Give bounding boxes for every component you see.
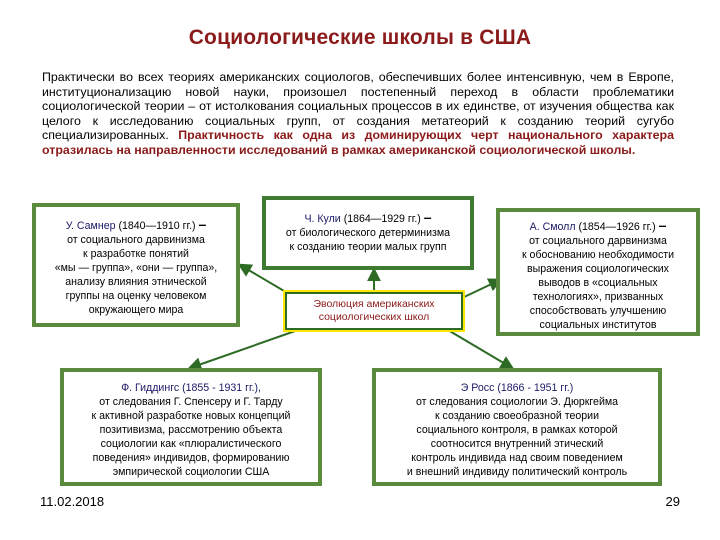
sumner-line: от социального дарвинизма [67, 234, 205, 246]
sumner-line: группы на оценку человеком [65, 290, 207, 302]
slide-title: Социологические школы в США [188, 26, 532, 49]
giddings-line: поведения» индивидов, формированию [92, 452, 290, 464]
small-line: социальных институтов [539, 319, 657, 331]
footer-page-number: 29 [665, 494, 680, 509]
small-line: от социального дарвинизма [529, 235, 667, 247]
box-giddings [60, 368, 322, 486]
box-sumner [32, 203, 240, 327]
cooley-line: к созданию теории малых групп [289, 241, 447, 253]
small-line: к обоснованию необходимости [521, 249, 675, 261]
arrow-to-giddings [190, 330, 298, 368]
cooley-line: от биологического детерминизма [285, 227, 451, 239]
small-years: (1854—1926 гг.) [578, 221, 656, 233]
center-evolution-box [285, 292, 463, 330]
sumner-line: анализу влияния этнической [65, 276, 207, 288]
arrow-to-small [462, 280, 500, 298]
sumner-line: «мы — группа», «они — группа», [54, 262, 218, 274]
small-dash: – [658, 217, 667, 233]
sumner-line: окружающего мира [88, 304, 184, 316]
giddings-line: от следования Г. Спенсеру и Г. Тарду [99, 396, 283, 408]
ross-line: соотносится внутренний этический [430, 438, 604, 450]
center-line-2: социологических школ [318, 311, 430, 323]
small-line: выводов в «социальных [538, 277, 658, 289]
ross-line: от следования социологии Э. Дюркгейма [415, 396, 619, 408]
giddings-name: Ф. Гиддингс (1855 - 1931 гг.), [121, 382, 261, 394]
sumner-dash: – [198, 216, 207, 232]
footer-date: 11.02.2018 [40, 494, 105, 509]
giddings-line: эмпирической социологии США [112, 466, 270, 478]
center-line-1: Эволюция американских [313, 298, 435, 310]
cooley-dash: – [423, 209, 432, 225]
giddings-line: социологии как «плюралистического [100, 438, 282, 450]
ross-line: социального контроля, в рамках которой [416, 424, 618, 436]
cooley-name: Ч. Кули [304, 213, 341, 225]
sumner-line: к разработке понятий [83, 248, 189, 260]
ross-name: Э Росс (1866 - 1951 гг.) [460, 382, 574, 394]
small-line: технологиях», призванных [532, 291, 664, 303]
giddings-line: позитивизма, рассмотрению объекта [99, 424, 283, 436]
box-ross [372, 368, 662, 486]
intro-plain-text: Практически во всех теориях американских социологов, обеспечивших более интенсивную, чем в Европе, институционализацию новой науки, произошел постепенный переход в области проблематики социологической теории – от истолкования социальных процессов в их единстве, от изучения общества как целого к исследованию социальных групп, от создания метатеорий к созданию теорий сугубо специализированных. [42, 70, 674, 143]
box-small [496, 208, 700, 336]
cooley-years: (1864—1929 гг.) [343, 213, 421, 225]
ross-line: контроль индивида над своим поведением [411, 452, 623, 464]
sumner-name: У. Самнер [65, 220, 116, 232]
giddings-line: к активной разработке новых концепций [91, 410, 291, 422]
box-cooley [262, 196, 474, 270]
small-line: способствовать улучшению [529, 305, 667, 317]
ross-line: к созданию своеобразной теории [434, 410, 600, 422]
ross-line: и внешний индивиду политический контроль [406, 466, 628, 478]
small-name: А. Смолл [529, 221, 576, 233]
sumner-years: (1840—1910 гг.) [118, 220, 196, 232]
intro-accent-text: Практичность как одна из доминирующих черт национального характера отразилась на направленности исследований в рамках американской социологической школы. [42, 128, 674, 157]
small-line: выражения социологических [527, 263, 669, 275]
